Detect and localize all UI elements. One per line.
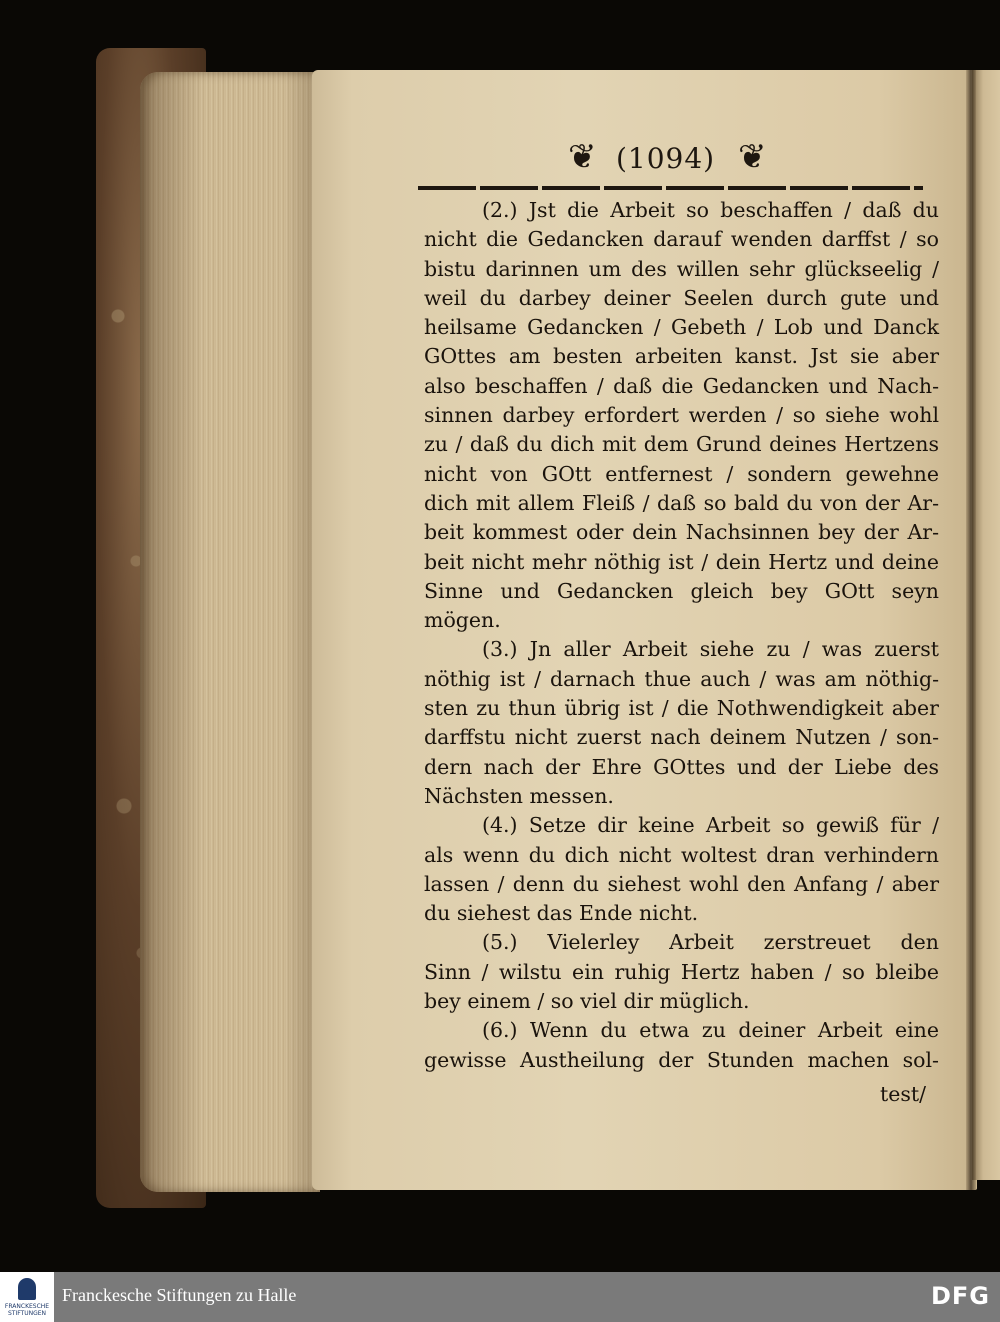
text-line: bistu darinnen um des willen sehr glückseelig / [424,256,939,281]
text-line: (6.) Wenn du etwa zu deiner Arbeit eine [482,1018,939,1043]
text-line: dern nach der Ehre GOttes und der Liebe des [424,754,939,779]
text-line: heilsame Gedancken / Gebeth / Lob und Danck [424,315,939,340]
page-body-text [424,196,939,1075]
text-line: nicht die Gedancken darauf wenden darffst / so [424,227,939,252]
footer-banner [0,1272,1000,1322]
text-line: nicht von GOtt entfernest / sondern gewehne [424,461,939,486]
text-line: gewisse Austheilung der Stunden machen sol- [424,1047,939,1072]
page-number: (1094) [616,142,716,175]
text-line: GOttes am besten arbeiten kanst. Jst sie aber [424,344,939,369]
text-line: dich mit allem Fleiß / daß so bald du von der Ar- [424,490,939,515]
institution-name: Franckesche Stiftungen zu Halle [62,1285,297,1305]
ornament-left-icon: ❦ [568,137,597,177]
text-line: beit nicht mehr nöthig ist / dein Hertz und deine [424,549,939,574]
francke-logo-text: FRANCKESCHE STIFTUNGEN [4,1303,50,1317]
text-line: lassen / denn du siehest wohl den Anfang / aber [424,871,939,896]
page-edges-shadow [140,72,320,1192]
text-line: darffstu nicht zuerst nach deinem Nutzen / son- [424,725,939,750]
facing-page-edge [972,70,1000,1180]
text-line: (2.) Jst die Arbeit so beschaffen / daß du [482,198,939,222]
text-line: nöthig ist / darnach thue auch / was am nöthig- [424,666,939,691]
text-line: Sinne und Gedancken gleich bey GOtt seyn [424,578,939,603]
text-line: bey einem / so viel dir müglich. [424,989,750,1014]
francke-logo[interactable] [0,1272,54,1322]
text-line: Nächsten messen. [424,783,614,808]
ornament-right-icon: ❦ [738,137,767,177]
text-line: als wenn du dich nicht woltest dran verhindern [424,842,939,867]
text-line: (5.) Vielerley Arbeit zerstreuet den [482,930,939,955]
text-line: weil du darbey deiner Seelen durch gute und [424,285,939,310]
book-gutter [966,70,976,1190]
text-line: du siehest das Ende nicht. [424,901,699,926]
text-line: sten zu thun übrig ist / die Nothwendigkeit aber [424,696,939,721]
dfg-logo[interactable]: DFG [930,1282,990,1310]
text-line: zu / daß du dich mit dem Grund deines Hertzens [424,432,939,457]
header-rule [418,186,923,190]
text-line: (3.) Jn aller Arbeit siehe zu / was zuerst [482,637,939,662]
text-line: Sinn / wilstu ein ruhig Hertz haben / so bleibe [424,959,939,984]
text-line: (4.) Setze dir keine Arbeit so gewiß für / [482,813,939,838]
text-line: mögen. [424,608,501,633]
text-line: also beschaffen / daß die Gedancken und Nach- [424,373,939,398]
text-line: beit kommest oder dein Nachsinnen bey der Ar- [424,520,939,545]
page-header [568,138,808,182]
catchword: test/ [880,1082,927,1106]
francke-emblem-icon [18,1278,36,1300]
text-line: sinnen darbey erfordert werden / so siehe wohl [424,403,939,428]
